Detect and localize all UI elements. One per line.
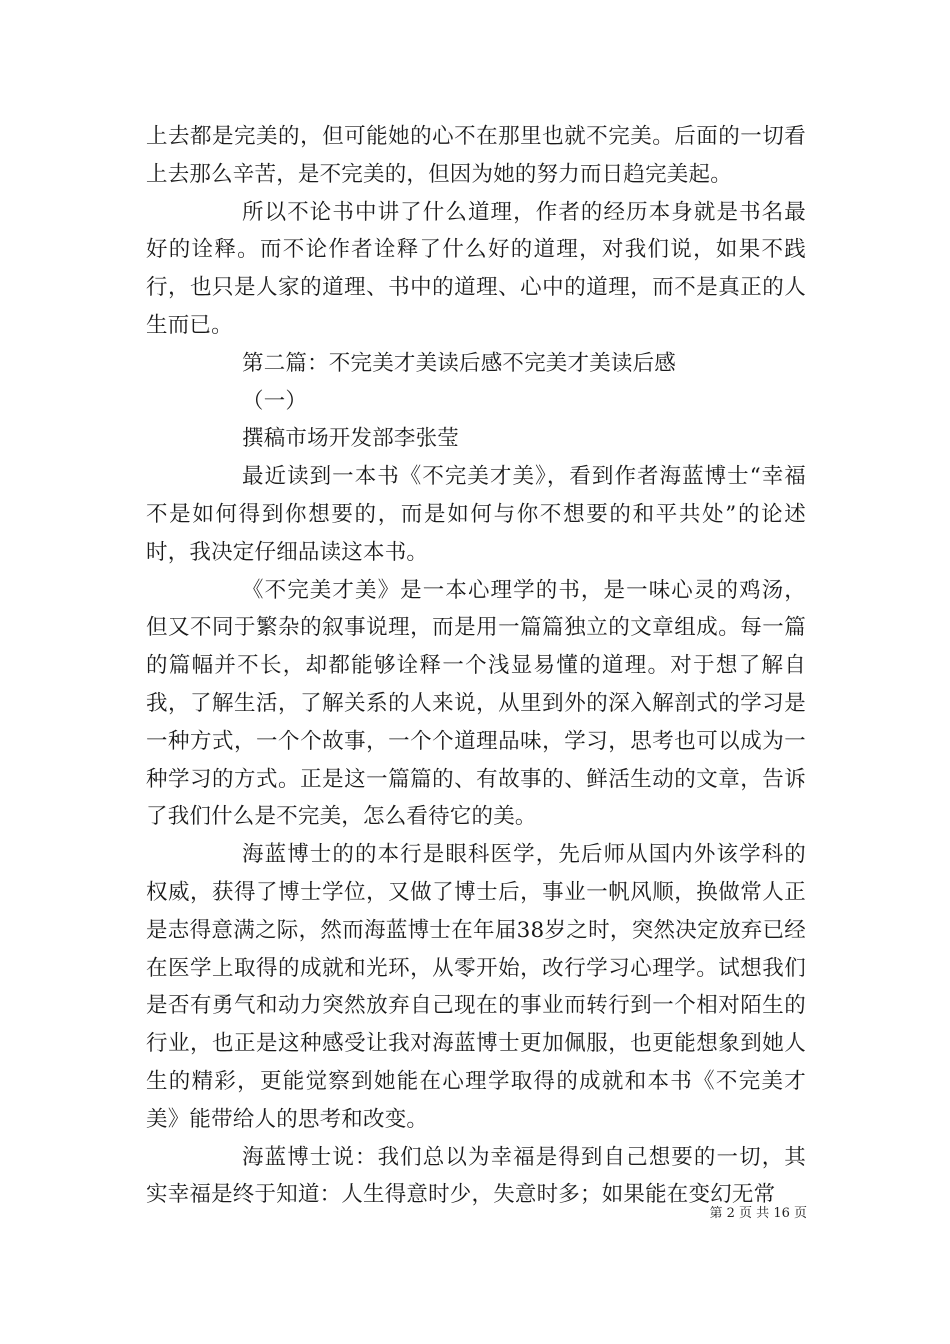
paragraph-4: 《不完美才美》是一本心理学的书，是一味心灵的鸡汤，但又不同于繁杂的叙事说理，而是用一篇篇独立的文章组成。每一篇的篇幅并不长，却都能够诠释一个浅显易懂的道理。对于想了解自我，了解生活，了解关系的人来说，从里到外的深入解剖式的学习是一种方式，一个个故事，一个个道理品味，学习，思考也可以成为一种学习的方式。正是这一篇篇的、有故事的、鲜活生动的文章，告诉了我们什么是不完美，怎么看待它的美。: [146, 577, 806, 830]
section-number: （一）: [242, 388, 308, 414]
paragraph-5: 海蓝博士的的本行是眼科医学，先后师从国内外该学科的权威，获得了博士学位，又做了博士后，事业一帆风顺，换做常人正是志得意满之际，然而海蓝博士在年届38岁之时，突然决定放弃已经在医学上取得的成就和光环，从零开始，改行学习心理学。试想我们是否有勇气和动力突然放弃自己现在的事业而转行到一个相对陌生的行业，也正是这种感受让我对海蓝博士更加佩服，也更能想象到她人生的精彩，更能觉察到她能在心理学取得的成就和本书《不完美才美》能带给人的思考和改变。: [146, 842, 806, 1132]
paragraph-2: 所以不论书中讲了什么道理，作者的经历本身就是书名最好的诠释。而不论作者诠释了什么好的道理，对我们说，如果不践行，也只是人家的道理、书中的道理、心中的道理，而不是真正的人生而已。: [146, 199, 806, 338]
paragraph-6: 海蓝博士说：我们总以为幸福是得到自己想要的一切，其实幸福是终于知道：人生得意时少，失意时多；如果能在变幻无常: [146, 1144, 806, 1208]
paragraph-3: 最近读到一本书《不完美才美》，看到作者海蓝博士“幸福不是如何得到你想要的，而是如何与你不想要的和平共处”的论述时，我决定仔细品读这本书。: [146, 464, 806, 565]
page-footer: 第 2 页 共 16 页: [709, 1206, 807, 1221]
author-line: 撰稿市场开发部李张莹: [242, 426, 460, 452]
paragraph-1: 上去都是完美的，但可能她的心不在那里也就不完美。后面的一切看上去那么辛苦，是不完美的，但因为她的努力而日趋完美起。: [146, 124, 806, 187]
body-text: [146, 118, 806, 1214]
section-title: 第二篇：不完美才美读后感不完美才美读后感: [242, 350, 677, 376]
